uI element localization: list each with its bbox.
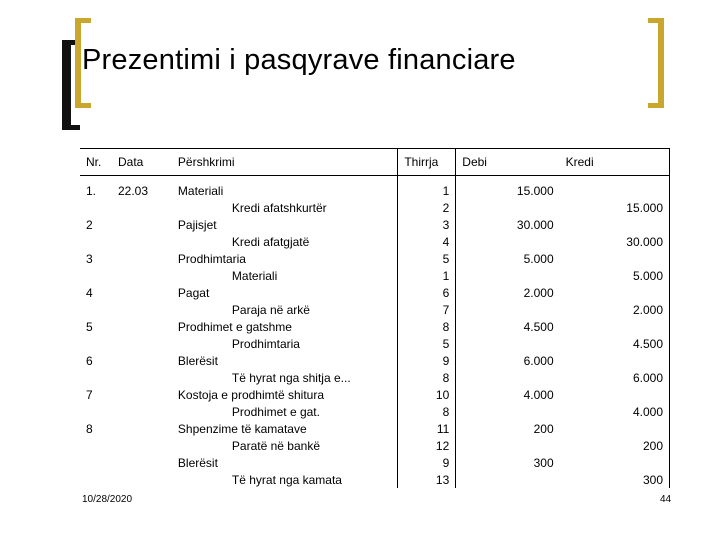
cell-description: Prodhimet e gatshme [177, 319, 292, 334]
cell-debi: 15.000 [456, 182, 560, 199]
cell-data [112, 267, 172, 284]
cell-data [112, 318, 172, 335]
cell-debi [456, 471, 560, 488]
cell-data [112, 216, 172, 233]
cell-description: Prodhimtaria [231, 336, 300, 351]
cell-nr: 2 [86, 217, 93, 232]
cell-data [112, 369, 172, 386]
cell-data [112, 352, 172, 369]
cell-description: Materiali [177, 183, 224, 198]
cell-nr: 5 [86, 319, 93, 334]
header-nr: Nr. [80, 149, 112, 176]
cell-description: Paratë në bankë [231, 438, 320, 453]
cell-thirrja: 10 [398, 386, 456, 403]
cell-kredi: 6.000 [560, 369, 670, 386]
cell-thirrja: 1 [398, 182, 456, 199]
table-header-row [80, 149, 670, 176]
table-body [80, 176, 670, 489]
cell-kredi: 4.500 [560, 335, 670, 352]
cell-thirrja: 12 [398, 437, 456, 454]
table-row [80, 318, 670, 335]
table-row [80, 403, 670, 420]
left-bracket-gold-top [75, 18, 91, 23]
cell-data [112, 284, 172, 301]
cell-kredi: 2.000 [560, 301, 670, 318]
left-bracket-dark-bottom [62, 125, 80, 130]
table-row [80, 284, 670, 301]
table-row [80, 233, 670, 250]
cell-kredi [560, 352, 670, 369]
cell-data [112, 301, 172, 318]
cell-thirrja: 7 [398, 301, 456, 318]
cell-debi [456, 199, 560, 216]
cell-description: Prodhimtaria [177, 251, 246, 266]
cell-nr [80, 335, 112, 352]
cell-data [112, 386, 172, 403]
cell-thirrja: 11 [398, 420, 456, 437]
table-row [80, 182, 670, 199]
cell-data [112, 454, 172, 471]
header-pershkrimi: Përshkrimi [172, 149, 398, 176]
cell-kredi: 300 [560, 471, 670, 488]
cell-debi: 200 [456, 420, 560, 437]
table-row [80, 437, 670, 454]
cell-data [112, 403, 172, 420]
cell-data [112, 199, 172, 216]
cell-kredi [560, 318, 670, 335]
cell-thirrja: 5 [398, 335, 456, 352]
cell-nr: 3 [86, 251, 93, 266]
cell-thirrja: 9 [398, 352, 456, 369]
cell-description: Pagat [177, 285, 210, 300]
cell-thirrja: 13 [398, 471, 456, 488]
cell-data [112, 420, 172, 437]
cell-kredi [560, 284, 670, 301]
cell-description: Kredi afatgjatë [231, 234, 310, 249]
cell-nr [80, 267, 112, 284]
right-bracket-gold-top [648, 18, 664, 23]
page-number: 44 [660, 494, 672, 505]
cell-debi [456, 267, 560, 284]
cell-description: Blerësit [177, 455, 218, 470]
cell-kredi [560, 454, 670, 471]
cell-debi: 2.000 [456, 284, 560, 301]
table-row [80, 301, 670, 318]
table-row [80, 216, 670, 233]
cell-thirrja: 4 [398, 233, 456, 250]
cell-description: Kostoja e prodhimtë shitura [177, 387, 325, 402]
cell-thirrja: 8 [398, 318, 456, 335]
cell-debi: 6.000 [456, 352, 560, 369]
cell-nr [80, 369, 112, 386]
left-bracket-gold [75, 18, 81, 108]
cell-nr [80, 233, 112, 250]
cell-data [112, 233, 172, 250]
cell-debi: 300 [456, 454, 560, 471]
cell-nr: 8 [86, 421, 93, 436]
slide-title: Prezentimi i pasqyrave financiare [82, 44, 516, 76]
left-bracket-gold-bottom [75, 103, 91, 108]
cell-nr: 4 [86, 285, 93, 300]
table-row [80, 471, 670, 488]
cell-debi: 4.000 [456, 386, 560, 403]
cell-description: Pajisjet [177, 217, 217, 232]
cell-description: Prodhimet e gat. [231, 404, 320, 419]
table-row [80, 420, 670, 437]
cell-debi [456, 335, 560, 352]
cell-debi: 30.000 [456, 216, 560, 233]
cell-nr [80, 403, 112, 420]
table-row [80, 386, 670, 403]
cell-description: Blerësit [177, 353, 218, 368]
cell-thirrja: 8 [398, 403, 456, 420]
cell-thirrja: 2 [398, 199, 456, 216]
cell-description: Paraja në arkë [231, 302, 310, 317]
table-row [80, 454, 670, 471]
cell-description: Të hyrat nga kamata [231, 472, 342, 487]
cell-thirrja: 3 [398, 216, 456, 233]
cell-kredi [560, 250, 670, 267]
cell-debi [456, 301, 560, 318]
cell-description: Materiali [231, 268, 278, 283]
table-row [80, 199, 670, 216]
table-row [80, 267, 670, 284]
cell-description: Shpenzime të kamatave [177, 421, 307, 436]
cell-kredi: 15.000 [560, 199, 670, 216]
right-bracket-gold-bottom [648, 103, 664, 108]
header-debi: Debi [456, 149, 560, 176]
cell-nr: 6 [86, 353, 93, 368]
cell-kredi: 30.000 [560, 233, 670, 250]
cell-kredi [560, 216, 670, 233]
cell-data [112, 471, 172, 488]
table-row [80, 369, 670, 386]
cell-kredi [560, 182, 670, 199]
footer-date: 10/28/2020 [82, 494, 133, 505]
cell-data [112, 335, 172, 352]
cell-description: Kredi afatshkurtër [231, 200, 327, 215]
cell-debi [456, 233, 560, 250]
cell-thirrja: 1 [398, 267, 456, 284]
cell-nr [80, 199, 112, 216]
cell-debi [456, 403, 560, 420]
cell-kredi: 5.000 [560, 267, 670, 284]
cell-kredi: 200 [560, 437, 670, 454]
cell-kredi [560, 386, 670, 403]
table-row [80, 250, 670, 267]
cell-description: Të hyrat nga shitja e... [231, 370, 351, 385]
cell-debi: 4.500 [456, 318, 560, 335]
cell-kredi [560, 420, 670, 437]
cell-nr: 1. [86, 183, 97, 198]
cell-data: 22.03 [117, 183, 149, 198]
cell-nr [80, 437, 112, 454]
cell-nr [80, 471, 112, 488]
right-bracket-gold [658, 18, 664, 108]
header-thirrja: Thirrja [398, 149, 456, 176]
table-row [80, 352, 670, 369]
journal-table [80, 148, 670, 488]
left-bracket-dark [62, 40, 71, 130]
table-row [80, 335, 670, 352]
header-kredi: Kredi [560, 149, 670, 176]
cell-data [112, 250, 172, 267]
cell-kredi: 4.000 [560, 403, 670, 420]
cell-thirrja: 6 [398, 284, 456, 301]
header-data: Data [112, 149, 172, 176]
cell-thirrja: 8 [398, 369, 456, 386]
cell-debi: 5.000 [456, 250, 560, 267]
cell-thirrja: 5 [398, 250, 456, 267]
cell-data [112, 437, 172, 454]
cell-nr: 7 [86, 387, 93, 402]
cell-nr [80, 454, 112, 471]
cell-debi [456, 437, 560, 454]
cell-debi [456, 369, 560, 386]
cell-thirrja: 9 [398, 454, 456, 471]
cell-nr [80, 301, 112, 318]
